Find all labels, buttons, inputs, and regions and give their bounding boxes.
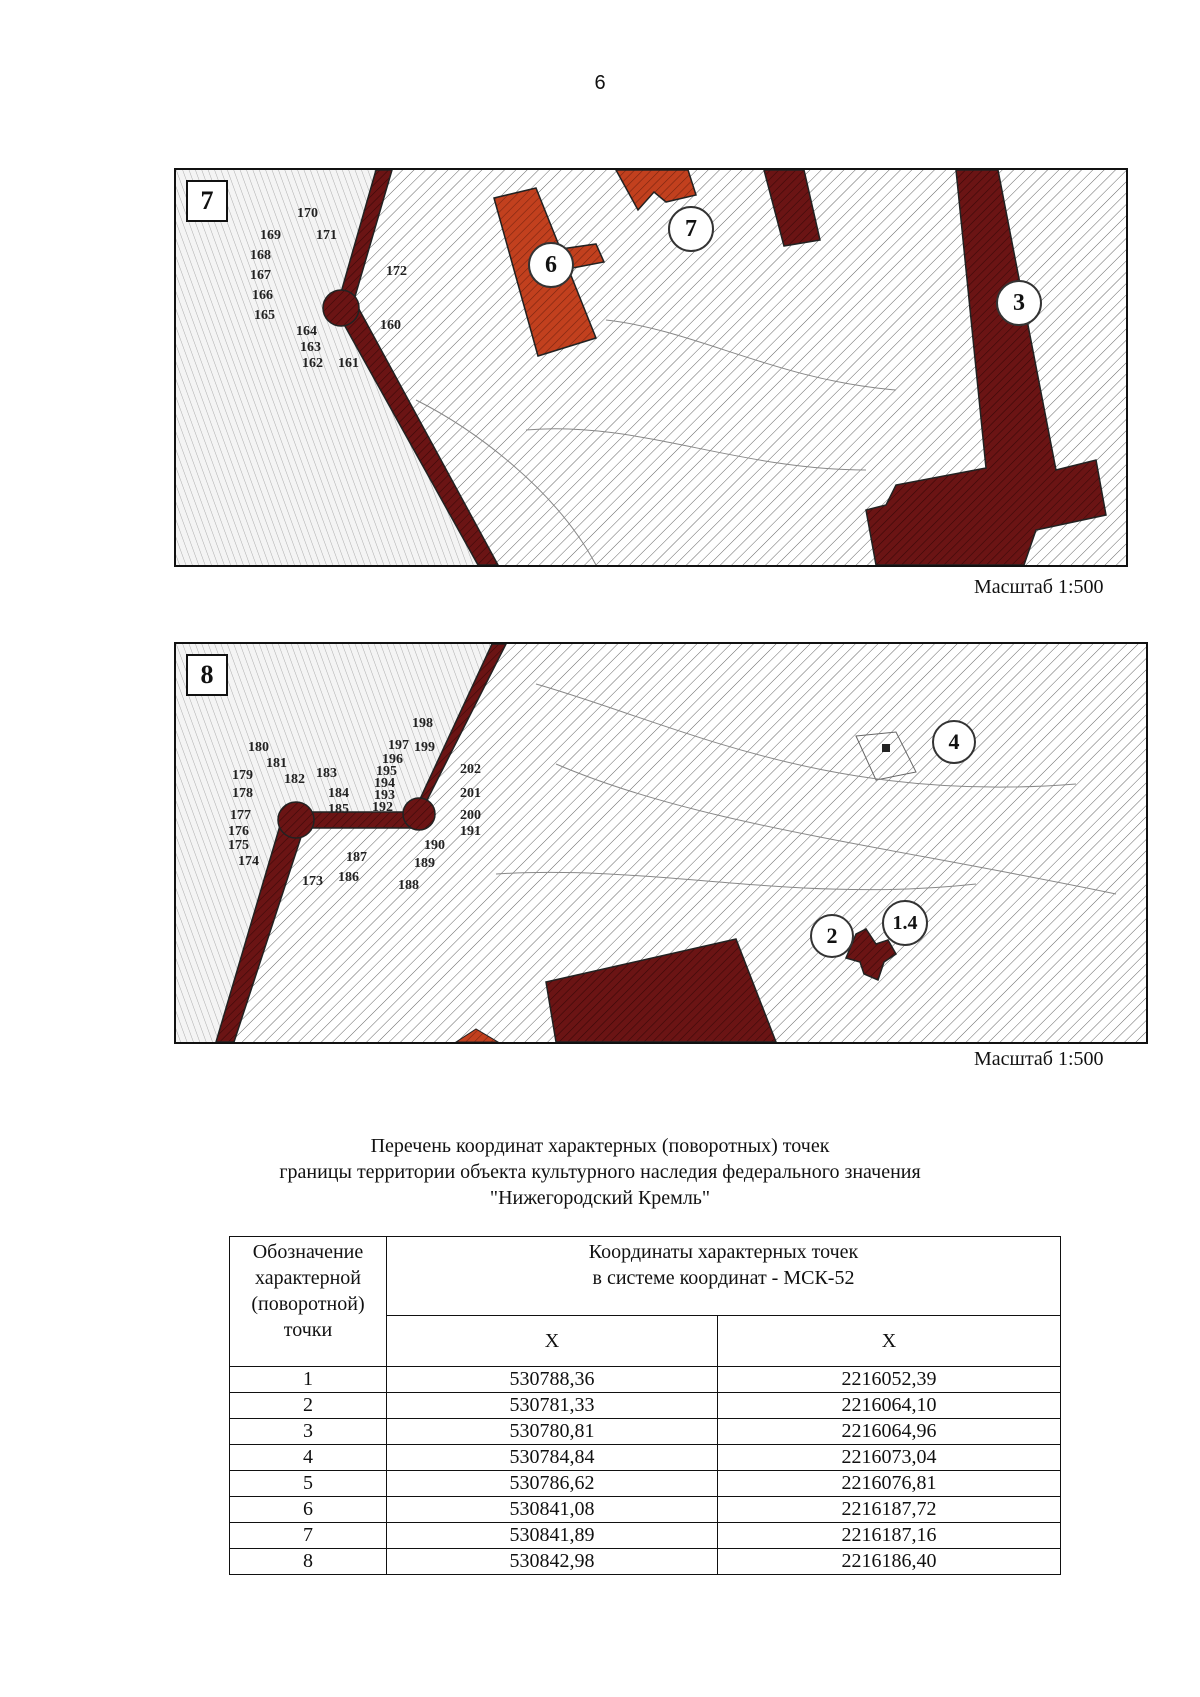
x-value: 530786,62 bbox=[387, 1471, 718, 1497]
map-fragment-7 bbox=[174, 168, 1128, 567]
point-label: 180 bbox=[248, 740, 269, 755]
point-label: 199 bbox=[414, 740, 435, 755]
point-label: 160 bbox=[380, 318, 401, 333]
point-number: 2 bbox=[230, 1393, 387, 1419]
y-value: 2216064,10 bbox=[718, 1393, 1061, 1419]
x-value: 530784,84 bbox=[387, 1445, 718, 1471]
map-label: 7 bbox=[186, 180, 228, 222]
point-label: 182 bbox=[284, 772, 305, 787]
point-label: 189 bbox=[414, 856, 435, 871]
y-value: 2216064,96 bbox=[718, 1419, 1061, 1445]
map-label: 8 bbox=[186, 654, 228, 696]
point-label: 165 bbox=[254, 308, 275, 323]
x-value: 530781,33 bbox=[387, 1393, 718, 1419]
map-8-scale: Масштаб 1:500 bbox=[974, 1048, 1104, 1070]
x-value: 530842,98 bbox=[387, 1549, 718, 1575]
table-row bbox=[230, 1523, 1061, 1549]
list-title-line-3: "Нижегородский Кремль" bbox=[489, 1187, 711, 1209]
object-marker-4: 4 bbox=[932, 720, 976, 764]
map-8-drawing bbox=[176, 644, 1146, 1042]
point-label: 195 bbox=[376, 764, 397, 779]
point-label: 172 bbox=[386, 264, 407, 279]
y-value: 2216076,81 bbox=[718, 1471, 1061, 1497]
y-value: 2216187,16 bbox=[718, 1523, 1061, 1549]
object-marker-6: 6 bbox=[528, 242, 574, 288]
point-label: 197 bbox=[388, 738, 409, 753]
object-marker-1-4: 1.4 bbox=[882, 900, 928, 946]
point-label: 168 bbox=[250, 248, 271, 263]
object-marker-7: 7 bbox=[668, 206, 714, 252]
table-row bbox=[230, 1445, 1061, 1471]
x-value: 530841,08 bbox=[387, 1497, 718, 1523]
map-fragment-8 bbox=[174, 642, 1148, 1044]
point-label: 185 bbox=[328, 802, 349, 817]
object-marker-2: 2 bbox=[810, 914, 854, 958]
y-value: 2216186,40 bbox=[718, 1549, 1061, 1575]
y-value: 2216052,39 bbox=[718, 1367, 1061, 1393]
list-title-line-1: Перечень координат характерных (поворотных) точек bbox=[370, 1135, 830, 1157]
point-label: 167 bbox=[250, 268, 271, 283]
table-row bbox=[230, 1497, 1061, 1523]
point-label: 194 bbox=[374, 776, 395, 791]
point-label: 174 bbox=[238, 854, 259, 869]
point-label: 169 bbox=[260, 228, 281, 243]
x-value: 530788,36 bbox=[387, 1367, 718, 1393]
y-column-header: X bbox=[718, 1316, 1061, 1367]
x-value: 530780,81 bbox=[387, 1419, 718, 1445]
point-label: 198 bbox=[412, 716, 433, 731]
point-label: 170 bbox=[297, 206, 318, 221]
page-number: 6 bbox=[594, 72, 606, 94]
point-label: 201 bbox=[460, 786, 481, 801]
point-label: 181 bbox=[266, 756, 287, 771]
table-row bbox=[230, 1393, 1061, 1419]
point-label: 171 bbox=[316, 228, 337, 243]
point-designation-header: Обозначение характерной (поворотной) точки bbox=[230, 1237, 387, 1367]
point-label: 175 bbox=[228, 838, 249, 853]
point-label: 166 bbox=[252, 288, 273, 303]
point-label: 179 bbox=[232, 768, 253, 783]
point-label: 190 bbox=[424, 838, 445, 853]
map-7-scale: Масштаб 1:500 bbox=[974, 576, 1104, 598]
point-number: 3 bbox=[230, 1419, 387, 1445]
table-row bbox=[230, 1471, 1061, 1497]
point-label: 193 bbox=[374, 788, 395, 803]
point-label: 200 bbox=[460, 808, 481, 823]
point-label: 178 bbox=[232, 786, 253, 801]
point-label: 173 bbox=[302, 874, 323, 889]
wall-tower bbox=[403, 798, 435, 830]
y-value: 2216187,72 bbox=[718, 1497, 1061, 1523]
point-number: 1 bbox=[230, 1367, 387, 1393]
point-number: 4 bbox=[230, 1445, 387, 1471]
wall-tower bbox=[323, 290, 359, 326]
list-title-line-2: границы территории объекта культурного наследия федерального значения bbox=[279, 1161, 921, 1183]
point-label: 164 bbox=[296, 324, 317, 339]
coordinates-table bbox=[229, 1236, 1061, 1575]
point-label: 187 bbox=[346, 850, 367, 865]
point-number: 7 bbox=[230, 1523, 387, 1549]
object-marker-3: 3 bbox=[996, 280, 1042, 326]
point-label: 163 bbox=[300, 340, 321, 355]
point-label: 186 bbox=[338, 870, 359, 885]
point-label: 177 bbox=[230, 808, 251, 823]
group-header-line-1: Координаты характерных точек bbox=[588, 1241, 859, 1263]
point-number: 8 bbox=[230, 1549, 387, 1575]
point-label: 183 bbox=[316, 766, 337, 781]
point-label: 202 bbox=[460, 762, 481, 777]
y-value: 2216073,04 bbox=[718, 1445, 1061, 1471]
point-label: 162 bbox=[302, 356, 323, 371]
table-row bbox=[230, 1549, 1061, 1575]
table-row bbox=[230, 1419, 1061, 1445]
group-header-line-2: в системе координат - МСК-52 bbox=[592, 1267, 855, 1289]
point-label: 191 bbox=[460, 824, 481, 839]
point-label: 184 bbox=[328, 786, 349, 801]
point-label: 161 bbox=[338, 356, 359, 371]
wall-tower bbox=[278, 802, 314, 838]
point-label: 176 bbox=[228, 824, 249, 839]
x-column-header: X bbox=[387, 1316, 718, 1367]
point-number: 6 bbox=[230, 1497, 387, 1523]
coordinates-group-header bbox=[387, 1237, 1061, 1316]
point-label: 188 bbox=[398, 878, 419, 893]
point-label: 192 bbox=[372, 800, 393, 815]
point-number: 5 bbox=[230, 1471, 387, 1497]
point-label: 196 bbox=[382, 752, 403, 767]
x-value: 530841,89 bbox=[387, 1523, 718, 1549]
table-row bbox=[230, 1367, 1061, 1393]
